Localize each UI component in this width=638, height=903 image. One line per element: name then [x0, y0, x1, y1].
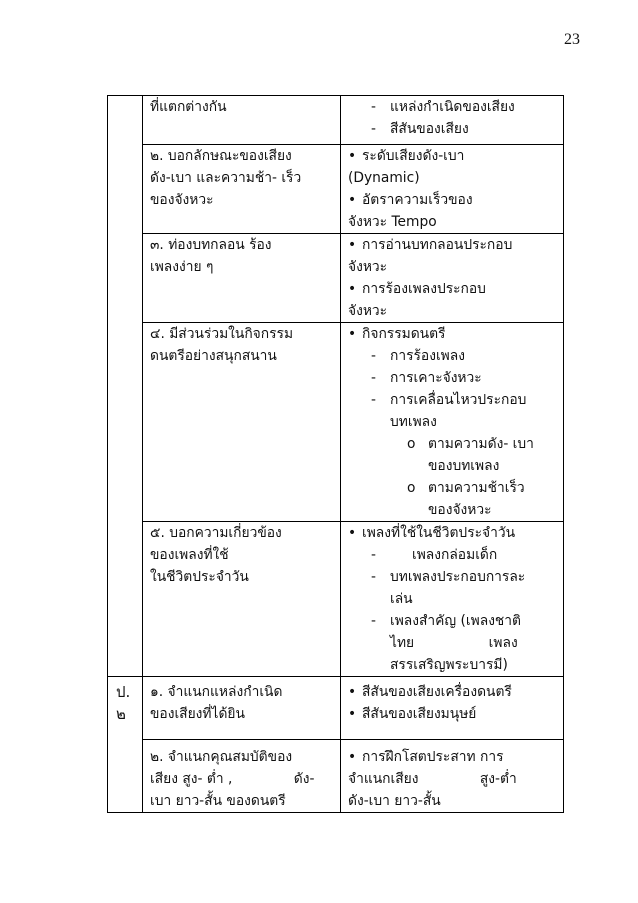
objective-cell [143, 234, 341, 323]
objective-line: ของจังหวะ [150, 192, 214, 208]
table-row [108, 234, 564, 323]
grade-cell [108, 677, 143, 813]
objective-cell [143, 145, 341, 234]
dash-continuation: สรรเสริญพระบารมี) [390, 657, 508, 673]
bullet-continuation: จังหวะ [348, 303, 388, 319]
dash-item: - การร้องเพลง [371, 348, 465, 364]
objective-cell [143, 677, 341, 740]
table-row [108, 96, 564, 145]
objective-line: ในชีวิตประจำวัน [150, 569, 249, 585]
page-number: 23 [564, 31, 580, 48]
table-row [108, 740, 564, 813]
objective-line: ๕. บอกความเกี่ยวข้อง [150, 525, 282, 541]
bullet-continuation: จังหวะ [348, 259, 388, 275]
content-cell [341, 740, 564, 813]
content-cell [341, 323, 564, 522]
objective-line: ๒. จำแนกคุณสมบัติของ [150, 749, 293, 765]
objective-line: ของเพลงที่ใช้ [150, 547, 229, 563]
content-cell [341, 677, 564, 740]
dash-item: - การเคาะจังหวะ [371, 370, 482, 386]
objective-line: ของเสียงที่ได้ยิน [150, 706, 245, 722]
objective-cell [143, 96, 341, 145]
dash-item: - แหล่งกำเนิดของเสียง [371, 99, 515, 115]
content-cell [341, 145, 564, 234]
dash-item: - เพลงสำคัญ (เพลงชาติ [371, 613, 521, 629]
table-row [108, 323, 564, 522]
objective-line: ๔. มีส่วนร่วมในกิจกรรม [150, 326, 294, 342]
curriculum-table [107, 95, 564, 813]
bullet-continuation: จังหวะ Tempo [348, 214, 437, 230]
sub-continuation: ของจังหวะ [428, 502, 492, 518]
bullet-item: • สีสันของเสียงมนุษย์ [348, 706, 477, 722]
bullet-continuation: จำแนกเสียง สูง-ต่ำ [348, 771, 517, 787]
bullet-continuation: (Dynamic) [348, 170, 420, 186]
bullet-item: • สีสันของเสียงเครื่องดนตรี [348, 684, 512, 700]
dash-continuation: บทเพลง [390, 414, 437, 430]
table-row [108, 522, 564, 677]
bullet-item: • กิจกรรมดนตรี [348, 326, 446, 342]
objective-line: ดัง-เบา และความช้า- เร็ว [150, 170, 302, 186]
content-cell [341, 522, 564, 677]
table-row [108, 677, 564, 740]
bullet-item: • ระดับเสียงดัง-เบา [348, 148, 465, 164]
bullet-item: • เพลงที่ใช้ในชีวิตประจำวัน [348, 525, 516, 541]
dash-continuation: ไทย เพลง [390, 635, 518, 651]
objective-cell [143, 323, 341, 522]
sub-item: o ตามความช้าเร็ว [407, 480, 525, 496]
objective-line: ๑. จำแนกแหล่งกำเนิด [150, 684, 283, 700]
dash-continuation: เล่น [390, 591, 413, 607]
dash-item: - การเคลื่อนไหวประกอบ [371, 392, 527, 408]
bullet-item: • การอ่านบทกลอนประกอบ [348, 237, 513, 253]
grade-label: ป. [116, 683, 131, 701]
grade-cell-empty [108, 96, 143, 677]
objective-line: เบา ยาว-สั้น ของดนตรี [150, 793, 286, 809]
objective-line: ๒. บอกลักษณะของเสียง [150, 148, 292, 164]
objective-cell [143, 740, 341, 813]
bullet-continuation: ดัง-เบา ยาว-สั้น [348, 793, 441, 809]
grade-number: ๒ [116, 705, 126, 723]
bullet-item: • การร้องเพลงประกอบ [348, 281, 486, 297]
objective-line: เสียง สูง- ต่ำ , ดัง- [150, 771, 315, 787]
objective-line: ๓. ท่องบทกลอน ร้อง [150, 237, 272, 253]
content-cell [341, 96, 564, 145]
content-cell [341, 234, 564, 323]
sub-continuation: ของบทเพลง [428, 458, 500, 474]
dash-item: - เพลงกล่อมเด็ก [371, 547, 498, 563]
table-row [108, 145, 564, 234]
objective-line: เพลงง่าย ๆ [150, 259, 214, 275]
objective-cell [143, 522, 341, 677]
dash-item: - บทเพลงประกอบการละ [371, 569, 526, 585]
objective-line: ที่แตกต่างกัน [150, 99, 227, 115]
objective-line: ดนตรีอย่างสนุกสนาน [150, 348, 277, 364]
dash-item: - สีสันของเสียง [371, 121, 469, 137]
bullet-item: • อัตราความเร็วของ [348, 192, 473, 208]
bullet-item: • การฝึกโสตประสาท การ [348, 749, 504, 765]
sub-item: o ตามความดัง- เบา [407, 436, 534, 452]
